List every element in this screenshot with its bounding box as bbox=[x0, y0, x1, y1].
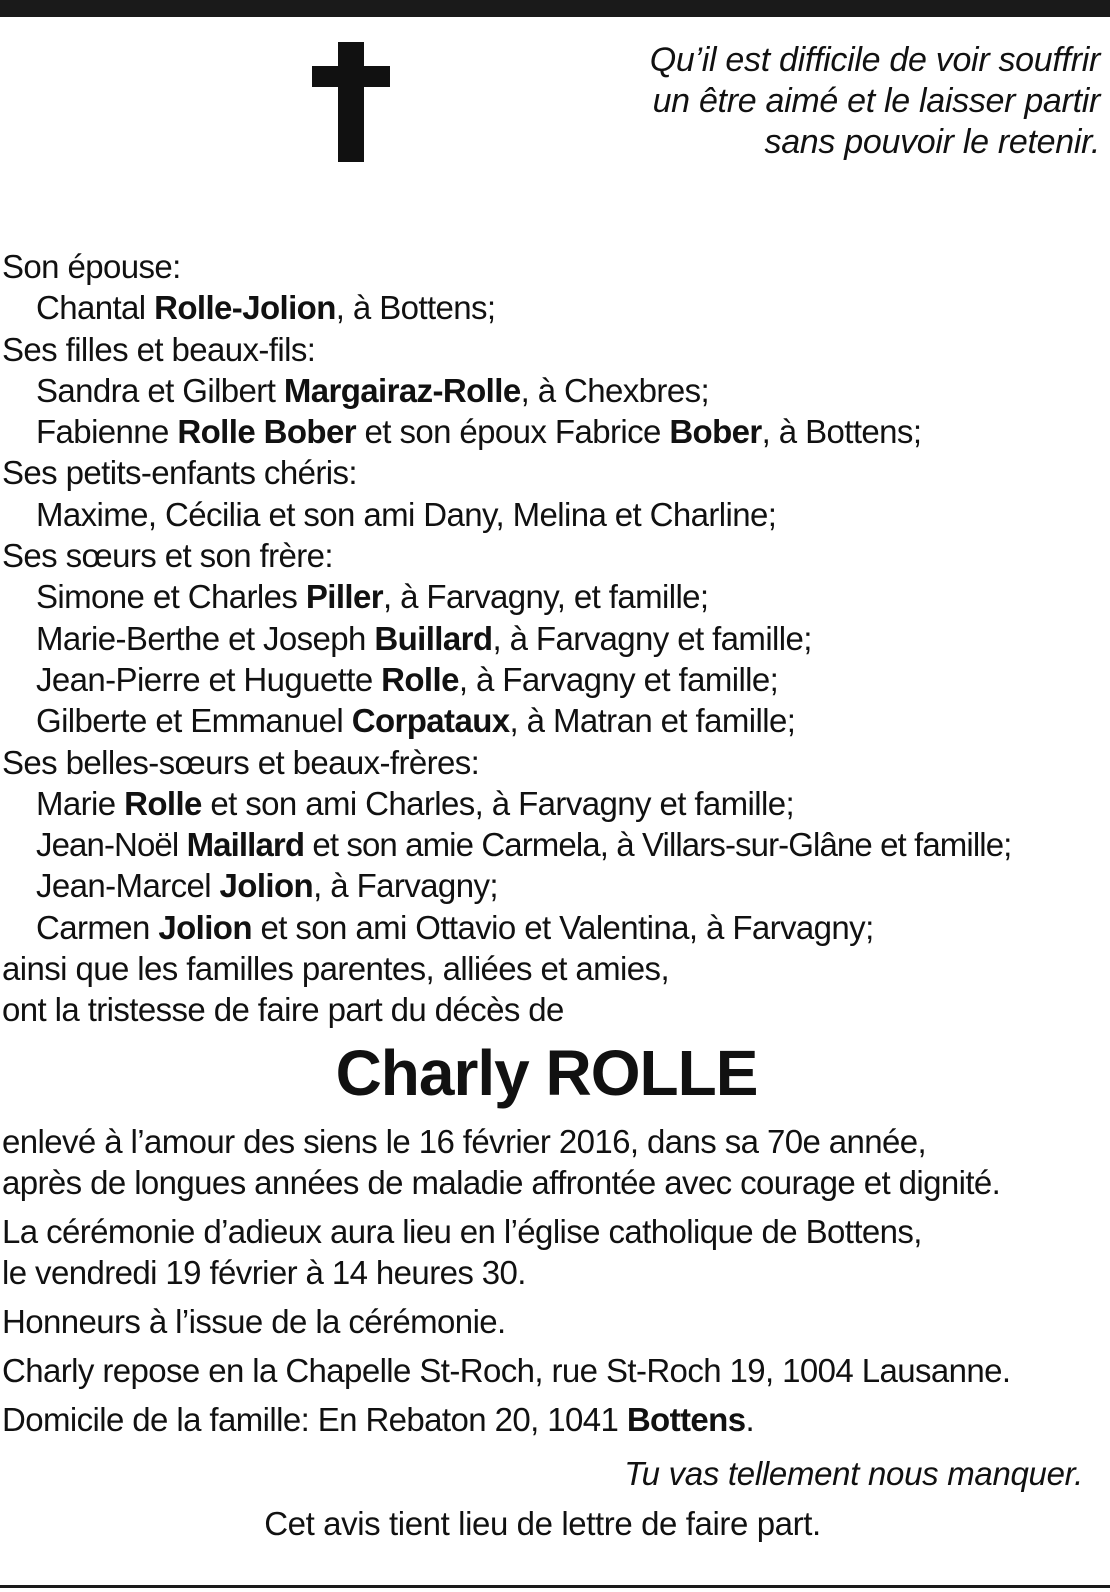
sibling-entry: Gilberte et Emmanuel Corpataux, à Matran et famille; bbox=[36, 702, 796, 740]
ceremony-line: le vendredi 19 février à 14 heures 30. bbox=[2, 1254, 526, 1291]
inlaws-heading: Ses belles-sœurs et beaux-frères: bbox=[2, 743, 480, 781]
grandchildren-entry: Maxime, Cécilia et son ami Dany, Melina et Charline; bbox=[36, 495, 777, 533]
spouse-entry: Chantal Rolle-Jolion, à Bottens; bbox=[36, 289, 496, 327]
closing-families: ainsi que les familles parentes, alliées et amies, bbox=[2, 950, 670, 988]
footer-note: Cet avis tient lieu de lettre de faire part. bbox=[264, 1505, 821, 1542]
siblings-heading: Ses sœurs et son frère: bbox=[2, 537, 333, 575]
inlaw-entry: Jean-Noël Maillard et son amie Carmela, à Villars-sur-Glâne et famille; bbox=[36, 826, 1012, 864]
inlaw-entry: Marie Rolle et son ami Charles, à Farvagny et famille; bbox=[36, 784, 795, 822]
family-name: Rolle bbox=[381, 660, 459, 698]
honours-line: Honneurs à l’issue de la cérémonie. bbox=[2, 1303, 506, 1340]
top-rule bbox=[0, 0, 1110, 17]
domicile-town: Bottens bbox=[626, 1401, 746, 1438]
family-name: Rolle bbox=[124, 784, 202, 822]
closing-announcement: ont la tristesse de faire part du décès de bbox=[2, 991, 564, 1029]
inlaw-entry: Jean-Marcel Jolion, à Farvagny; bbox=[36, 867, 498, 905]
sibling-entry: Simone et Charles Piller, à Farvagny, et famille; bbox=[36, 578, 709, 616]
child-entry: Sandra et Gilbert Margairaz-Rolle, à Chexbres; bbox=[36, 371, 710, 409]
death-notice-line: enlevé à l’amour des siens le 16 février 2016, dans sa 70e année, bbox=[2, 1123, 927, 1160]
family-name: Piller bbox=[305, 578, 383, 616]
epigraph-line: sans pouvoir le retenir. bbox=[764, 123, 1100, 161]
family-list bbox=[2, 246, 1102, 1031]
epigraph-line: Qu’il est difficile de voir souffrir bbox=[649, 41, 1100, 79]
bottom-rule bbox=[0, 1585, 1110, 1588]
closing-quote: Tu vas tellement nous manquer. bbox=[624, 1455, 1083, 1492]
family-name: Jolion bbox=[219, 867, 314, 905]
ceremony-line: La cérémonie d’adieux aura lieu en l’église catholique de Bottens, bbox=[2, 1213, 922, 1250]
obituary-details bbox=[2, 1121, 1102, 1440]
grandchildren-heading: Ses petits-enfants chéris: bbox=[2, 454, 357, 492]
domicile-line: Domicile de la famille: En Rebaton 20, 1041 Bottens. bbox=[2, 1401, 755, 1438]
family-name: Rolle-Jolion bbox=[154, 289, 336, 327]
family-name: Bober bbox=[669, 413, 762, 451]
family-name: Buillard bbox=[374, 619, 493, 657]
family-name: Rolle Bober bbox=[177, 413, 356, 451]
family-name: Jolion bbox=[158, 908, 252, 946]
family-name: Corpataux bbox=[351, 702, 510, 740]
inlaw-entry: Carmen Jolion et son ami Ottavio et Valentina, à Farvagny; bbox=[36, 908, 874, 946]
epigraph-line: un être aimé et le laisser partir bbox=[652, 82, 1100, 120]
epigraph-quote bbox=[540, 40, 1100, 163]
family-name: Margairaz-Rolle bbox=[283, 371, 521, 409]
cross-icon bbox=[312, 42, 390, 162]
child-entry: Fabienne Rolle Bober et son époux Fabrice Bober, à Bottens; bbox=[36, 413, 922, 451]
children-heading: Ses filles et beaux-fils: bbox=[2, 330, 316, 368]
death-notice-line: après de longues années de maladie affrontée avec courage et dignité. bbox=[2, 1164, 1001, 1201]
family-name: Maillard bbox=[186, 826, 305, 864]
repose-line: Charly repose en la Chapelle St-Roch, rue St-Roch 19, 1004 Lausanne. bbox=[2, 1352, 1011, 1389]
sibling-entry: Jean-Pierre et Huguette Rolle, à Farvagny et famille; bbox=[36, 660, 779, 698]
sibling-entry: Marie-Berthe et Joseph Buillard, à Farvagny et famille; bbox=[36, 619, 812, 657]
spouse-heading: Son épouse: bbox=[2, 248, 181, 285]
deceased-name: Charly ROLLE bbox=[335, 1037, 758, 1109]
